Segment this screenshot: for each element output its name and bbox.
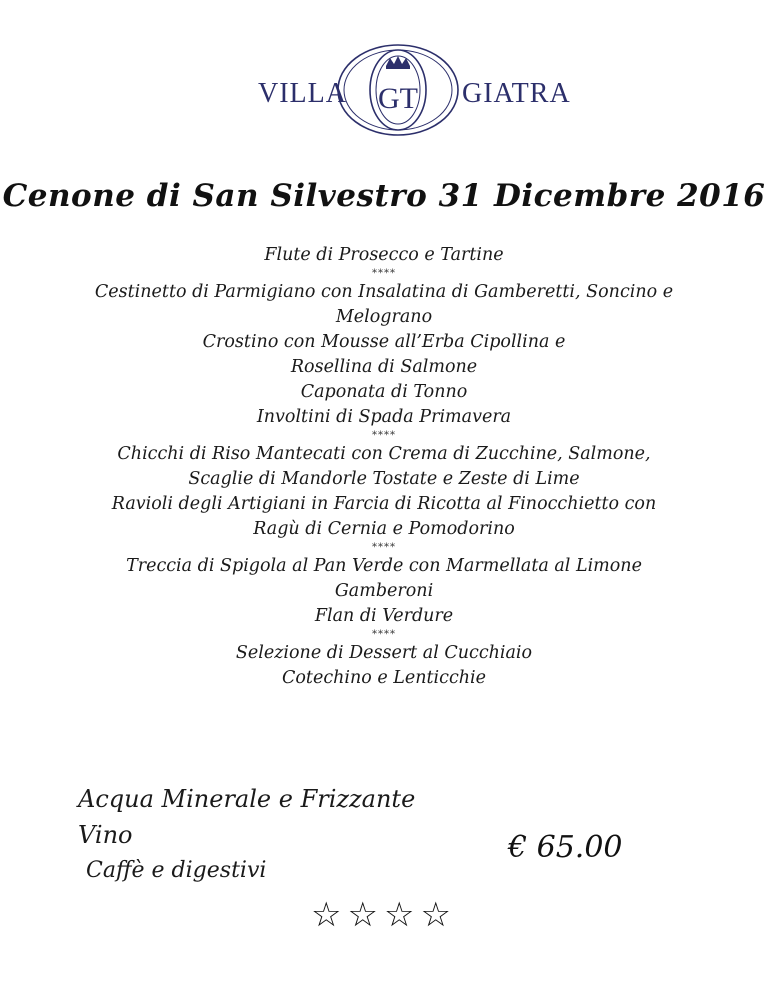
villa-giatra-logo (0, 40, 768, 140)
course-separator: **** (372, 629, 396, 640)
course-line: Ravioli degli Artigiani in Farcia di Ricotta al Finocchietto con (111, 494, 657, 514)
extra-coffee: Caffè e digestivi (86, 858, 267, 883)
course-separator: **** (372, 430, 396, 441)
course-line: Flute di Prosecco e Tartine (264, 245, 504, 265)
course-line: Involtini di Spada Primavera (256, 407, 512, 427)
course-separator: **** (372, 542, 396, 553)
monogram-text: GT (378, 82, 418, 115)
course-line: Scaglie di Mandorle Tostate e Zeste di Lime (188, 469, 580, 489)
course-separator: **** (372, 268, 396, 279)
course-line: Melograno (335, 307, 433, 327)
extra-water: Acqua Minerale e Frizzante (78, 785, 416, 813)
course-line: Cotechino e Lenticchie (282, 668, 486, 688)
course-line: Gamberoni (334, 581, 434, 601)
course-line: Caponata di Tonno (300, 382, 468, 402)
extra-wine: Vino (78, 821, 133, 849)
course-line: Ragù di Cernia e Pomodorino (253, 519, 515, 539)
logo-right-text: GIATRA (462, 78, 571, 109)
course-line: Crostino con Mousse all’Erba Cipollina e (202, 332, 566, 352)
course-line: Treccia di Spigola al Pan Verde con Marmellata al Limone (126, 556, 642, 576)
course-list (0, 243, 768, 691)
course-line: Rosellina di Salmone (290, 357, 478, 377)
course-line: Selezione di Dessert al Cucchiaio (235, 643, 533, 663)
logo-left-text: VILLA (258, 78, 347, 109)
rating-stars: ☆☆☆☆ (311, 895, 457, 935)
page-title: Cenone di San Silvestro 31 Dicembre 2016 (2, 178, 766, 214)
course-line: Flan di Verdure (314, 606, 454, 626)
price-label: € 65.00 (508, 830, 623, 865)
monogram-emblem-icon (334, 42, 462, 138)
course-line: Chicchi di Riso Mantecati con Crema di Zucchine, Salmone, (117, 444, 651, 464)
course-line: Cestinetto di Parmigiano con Insalatina di Gamberetti, Soncino e (94, 282, 674, 302)
